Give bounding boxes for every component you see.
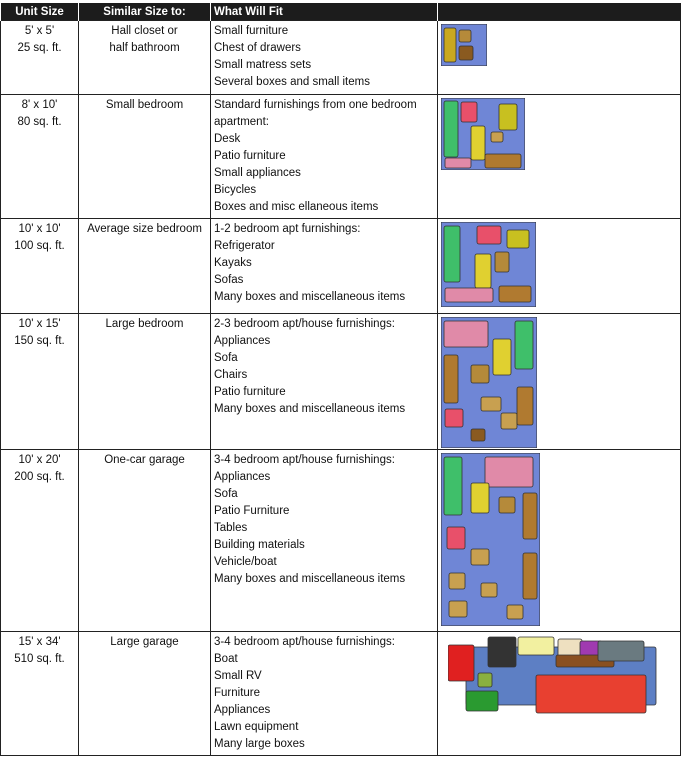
stored-item: [478, 673, 492, 687]
unit-area: 200 sq. ft.: [14, 471, 65, 483]
floorplan-10x10-image: [441, 222, 536, 307]
header-row: [1, 3, 681, 21]
fit-item: Boxes and misc ellaneous items: [214, 201, 379, 213]
unit-area: 25 sq. ft.: [17, 42, 62, 54]
fit-item: Refrigerator: [214, 240, 275, 252]
unit-area: 100 sq. ft.: [14, 240, 65, 252]
floorplan-cell: [438, 314, 681, 450]
stored-item: [444, 457, 462, 515]
floorplan-cell: [438, 632, 681, 756]
fit-item: Many boxes and miscellaneous items: [214, 573, 406, 585]
fit-item: Standard furnishings from one bedroom apartment:: [214, 99, 417, 128]
stored-item: [471, 126, 485, 160]
stored-item: [507, 605, 523, 619]
stored-item: [444, 226, 460, 282]
stored-item: [491, 132, 503, 142]
stored-item: [448, 645, 474, 681]
stored-item: [501, 413, 517, 429]
stored-item: [445, 288, 493, 302]
stored-item: [445, 158, 471, 168]
stored-item: [444, 28, 456, 62]
fit-item: Appliances: [214, 335, 271, 347]
fit-item: Desk: [214, 133, 241, 145]
stored-item: [471, 365, 489, 383]
table-row: [1, 219, 681, 314]
fit-item: Vehicle/boat: [214, 556, 277, 568]
fit-item: Patio Furniture: [214, 505, 290, 517]
unit-dimensions: 10' x 20': [18, 454, 61, 466]
stored-item: [444, 101, 458, 157]
stored-item: [461, 102, 477, 122]
floorplan-cell: [438, 95, 681, 219]
fit-item: Many large boxes: [214, 738, 305, 750]
fit-item: Small appliances: [214, 167, 301, 179]
stored-item: [598, 641, 644, 661]
similar-size-cell: [79, 21, 211, 95]
floorplan-5x5-image: [441, 24, 487, 66]
stored-item: [447, 527, 465, 549]
floorplan-cell: [438, 450, 681, 632]
stored-item: [449, 573, 465, 589]
fit-item: Sofa: [214, 352, 238, 364]
similar-size-text: half bathroom: [109, 42, 180, 54]
what-will-fit-cell: [211, 95, 438, 219]
similar-size-text: Average size bedroom: [87, 223, 202, 235]
what-will-fit-cell: [211, 450, 438, 632]
unit-size-cell: [1, 219, 79, 314]
header-similar-size: Similar Size to:: [79, 3, 211, 21]
stored-item: [471, 483, 489, 513]
floorplan-10x15-image: [441, 317, 537, 448]
stored-item: [471, 549, 489, 565]
fit-item: Patio furniture: [214, 386, 286, 398]
similar-size-text: Hall closet or: [111, 25, 178, 37]
similar-size-text: One-car garage: [104, 454, 185, 466]
fit-item: Kayaks: [214, 257, 252, 269]
stored-item: [488, 637, 516, 667]
unit-dimensions: 8' x 10': [21, 99, 58, 111]
stored-item: [499, 104, 517, 130]
unit-dimensions: 10' x 10': [18, 223, 61, 235]
unit-size-cell: [1, 450, 79, 632]
fit-item: Sofa: [214, 488, 238, 500]
floorplan-cell: [438, 219, 681, 314]
fit-item: 3-4 bedroom apt/house furnishings:: [214, 454, 395, 466]
unit-size-cell: [1, 21, 79, 95]
fit-item: 1-2 bedroom apt furnishings:: [214, 223, 361, 235]
stored-item: [485, 154, 521, 168]
table-row: [1, 632, 681, 756]
fit-item: Appliances: [214, 704, 271, 716]
stored-item: [499, 497, 515, 513]
table-row: [1, 314, 681, 450]
fit-item: Small furniture: [214, 25, 289, 37]
floorplan-cell: [438, 21, 681, 95]
header-unit-size: Unit Size: [1, 3, 79, 21]
stored-item: [485, 457, 533, 487]
header-what-will-fit: What Will Fit: [211, 3, 438, 21]
fit-item: Several boxes and small items: [214, 76, 370, 88]
fit-item: Building materials: [214, 539, 305, 551]
unit-size-cell: [1, 95, 79, 219]
stored-item: [515, 321, 533, 369]
unit-area: 510 sq. ft.: [14, 653, 65, 665]
stored-item: [493, 339, 511, 375]
stored-item: [481, 583, 497, 597]
stored-item: [523, 493, 537, 539]
fit-item: Sofas: [214, 274, 244, 286]
stored-item: [477, 226, 501, 244]
fit-item: Chairs: [214, 369, 248, 381]
unit-dimensions: 10' x 15': [18, 318, 61, 330]
fit-item: 3-4 bedroom apt/house furnishings:: [214, 636, 395, 648]
fit-item: Small RV: [214, 670, 262, 682]
similar-size-cell: [79, 314, 211, 450]
similar-size-text: Large bedroom: [105, 318, 184, 330]
stored-item: [444, 321, 488, 347]
stored-item: [459, 46, 473, 60]
stored-item: [445, 409, 463, 427]
unit-dimensions: 15' x 34': [18, 636, 61, 648]
fit-item: Lawn equipment: [214, 721, 299, 733]
fit-item: Appliances: [214, 471, 271, 483]
stored-item: [475, 254, 491, 288]
stored-item: [471, 429, 485, 441]
what-will-fit-cell: [211, 632, 438, 756]
fit-item: Many boxes and miscellaneous items: [214, 403, 406, 415]
what-will-fit-cell: [211, 21, 438, 95]
fit-item: Many boxes and miscellaneous items: [214, 291, 406, 303]
stored-item: [518, 637, 554, 655]
stored-item: [481, 397, 501, 411]
unit-size-cell: [1, 632, 79, 756]
floorplan-15x34-image: [448, 635, 660, 715]
fit-item: Tables: [214, 522, 248, 534]
similar-size-text: Large garage: [110, 636, 179, 648]
stored-item: [536, 675, 646, 713]
fit-item: 2-3 bedroom apt/house furnishings:: [214, 318, 395, 330]
what-will-fit-cell: [211, 314, 438, 450]
stored-item: [517, 387, 533, 425]
similar-size-cell: [79, 450, 211, 632]
fit-item: Patio furniture: [214, 150, 286, 162]
similar-size-text: Small bedroom: [105, 99, 184, 111]
unit-area: 150 sq. ft.: [14, 335, 65, 347]
fit-item: Furniture: [214, 687, 261, 699]
what-will-fit-cell: [211, 219, 438, 314]
table-row: [1, 21, 681, 95]
stored-item: [466, 691, 498, 711]
stored-item: [449, 601, 467, 617]
table-row: [1, 450, 681, 632]
fit-item: Chest of drawers: [214, 42, 301, 54]
stored-item: [495, 252, 509, 272]
floorplan-10x20-image: [441, 453, 540, 626]
similar-size-cell: [79, 632, 211, 756]
table-row: [1, 95, 681, 219]
stored-item: [499, 286, 531, 302]
stored-item: [444, 355, 458, 403]
fit-item: Small matress sets: [214, 59, 312, 71]
storage-unit-size-table: [0, 3, 681, 756]
fit-item: Boat: [214, 653, 238, 665]
floorplan-8x10-image: [441, 98, 525, 170]
stored-item: [523, 553, 537, 599]
unit-area: 80 sq. ft.: [17, 116, 62, 128]
stored-item: [459, 30, 471, 42]
stored-item: [507, 230, 529, 248]
unit-size-cell: [1, 314, 79, 450]
similar-size-cell: [79, 95, 211, 219]
unit-dimensions: 5' x 5': [24, 25, 55, 37]
similar-size-cell: [79, 219, 211, 314]
fit-item: Bicycles: [214, 184, 257, 196]
header-image: [438, 3, 681, 21]
